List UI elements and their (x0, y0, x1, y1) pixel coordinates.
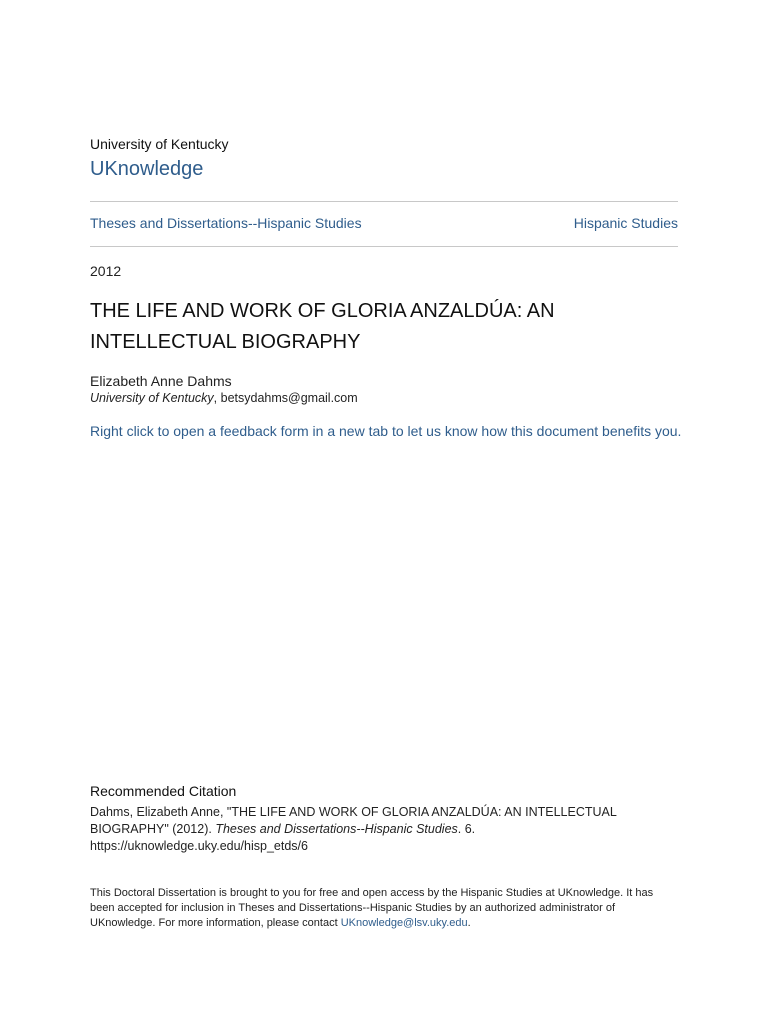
series-link[interactable]: Theses and Dissertations--Hispanic Studies (90, 215, 362, 231)
author-affiliation (90, 391, 358, 405)
feedback-link[interactable]: Right click to open a feedback form in a new tab to let us know how this document benefits you. (90, 423, 682, 439)
repository-link[interactable]: UKnowledge (90, 158, 204, 180)
publication-year: 2012 (90, 263, 122, 279)
department-link[interactable]: Hispanic Studies (573, 215, 678, 231)
author-name: Elizabeth Anne Dahms (90, 373, 232, 389)
affiliation-separator: , (213, 391, 221, 405)
citation-part2: . 6. (457, 822, 476, 836)
access-notice-text: This Doctoral Dissertation is brought to you for free and open access by the Hispanic Studies at UKnowledge. It has been accepted for inclusion in Theses and Dissertations--Hispanic Studies by an authorized administrator of UKnowledge. For more information, please contact (90, 887, 654, 929)
document-title: THE LIFE AND WORK OF GLORIA ANZALDÚA: AN INTELLECTUAL BIOGRAPHY (90, 300, 555, 353)
citation-part1: Dahms, Elizabeth Anne, "THE LIFE AND WORK OF GLORIA ANZALDÚA: AN INTELLECTUAL BIOGRAPHY" (2012). (90, 805, 617, 836)
citation-series: Theses and Dissertations--Hispanic Studies (215, 822, 458, 836)
document-page (90, 0, 682, 1024)
university-name: University of Kentucky (90, 136, 229, 152)
citation-url: https://uknowledge.uky.edu/hisp_etds/6 (90, 839, 308, 853)
author-email: betsydahms@gmail.com (220, 391, 358, 405)
citation-heading: Recommended Citation (90, 783, 237, 799)
divider-bottom (90, 246, 678, 247)
divider-top (90, 201, 678, 202)
contact-email-link[interactable]: UKnowledge@lsv.uky.edu (340, 917, 468, 929)
affiliation-name: University of Kentucky (90, 391, 214, 405)
citation-text (90, 804, 678, 855)
access-notice (90, 886, 678, 931)
access-notice-end: . (467, 917, 471, 929)
